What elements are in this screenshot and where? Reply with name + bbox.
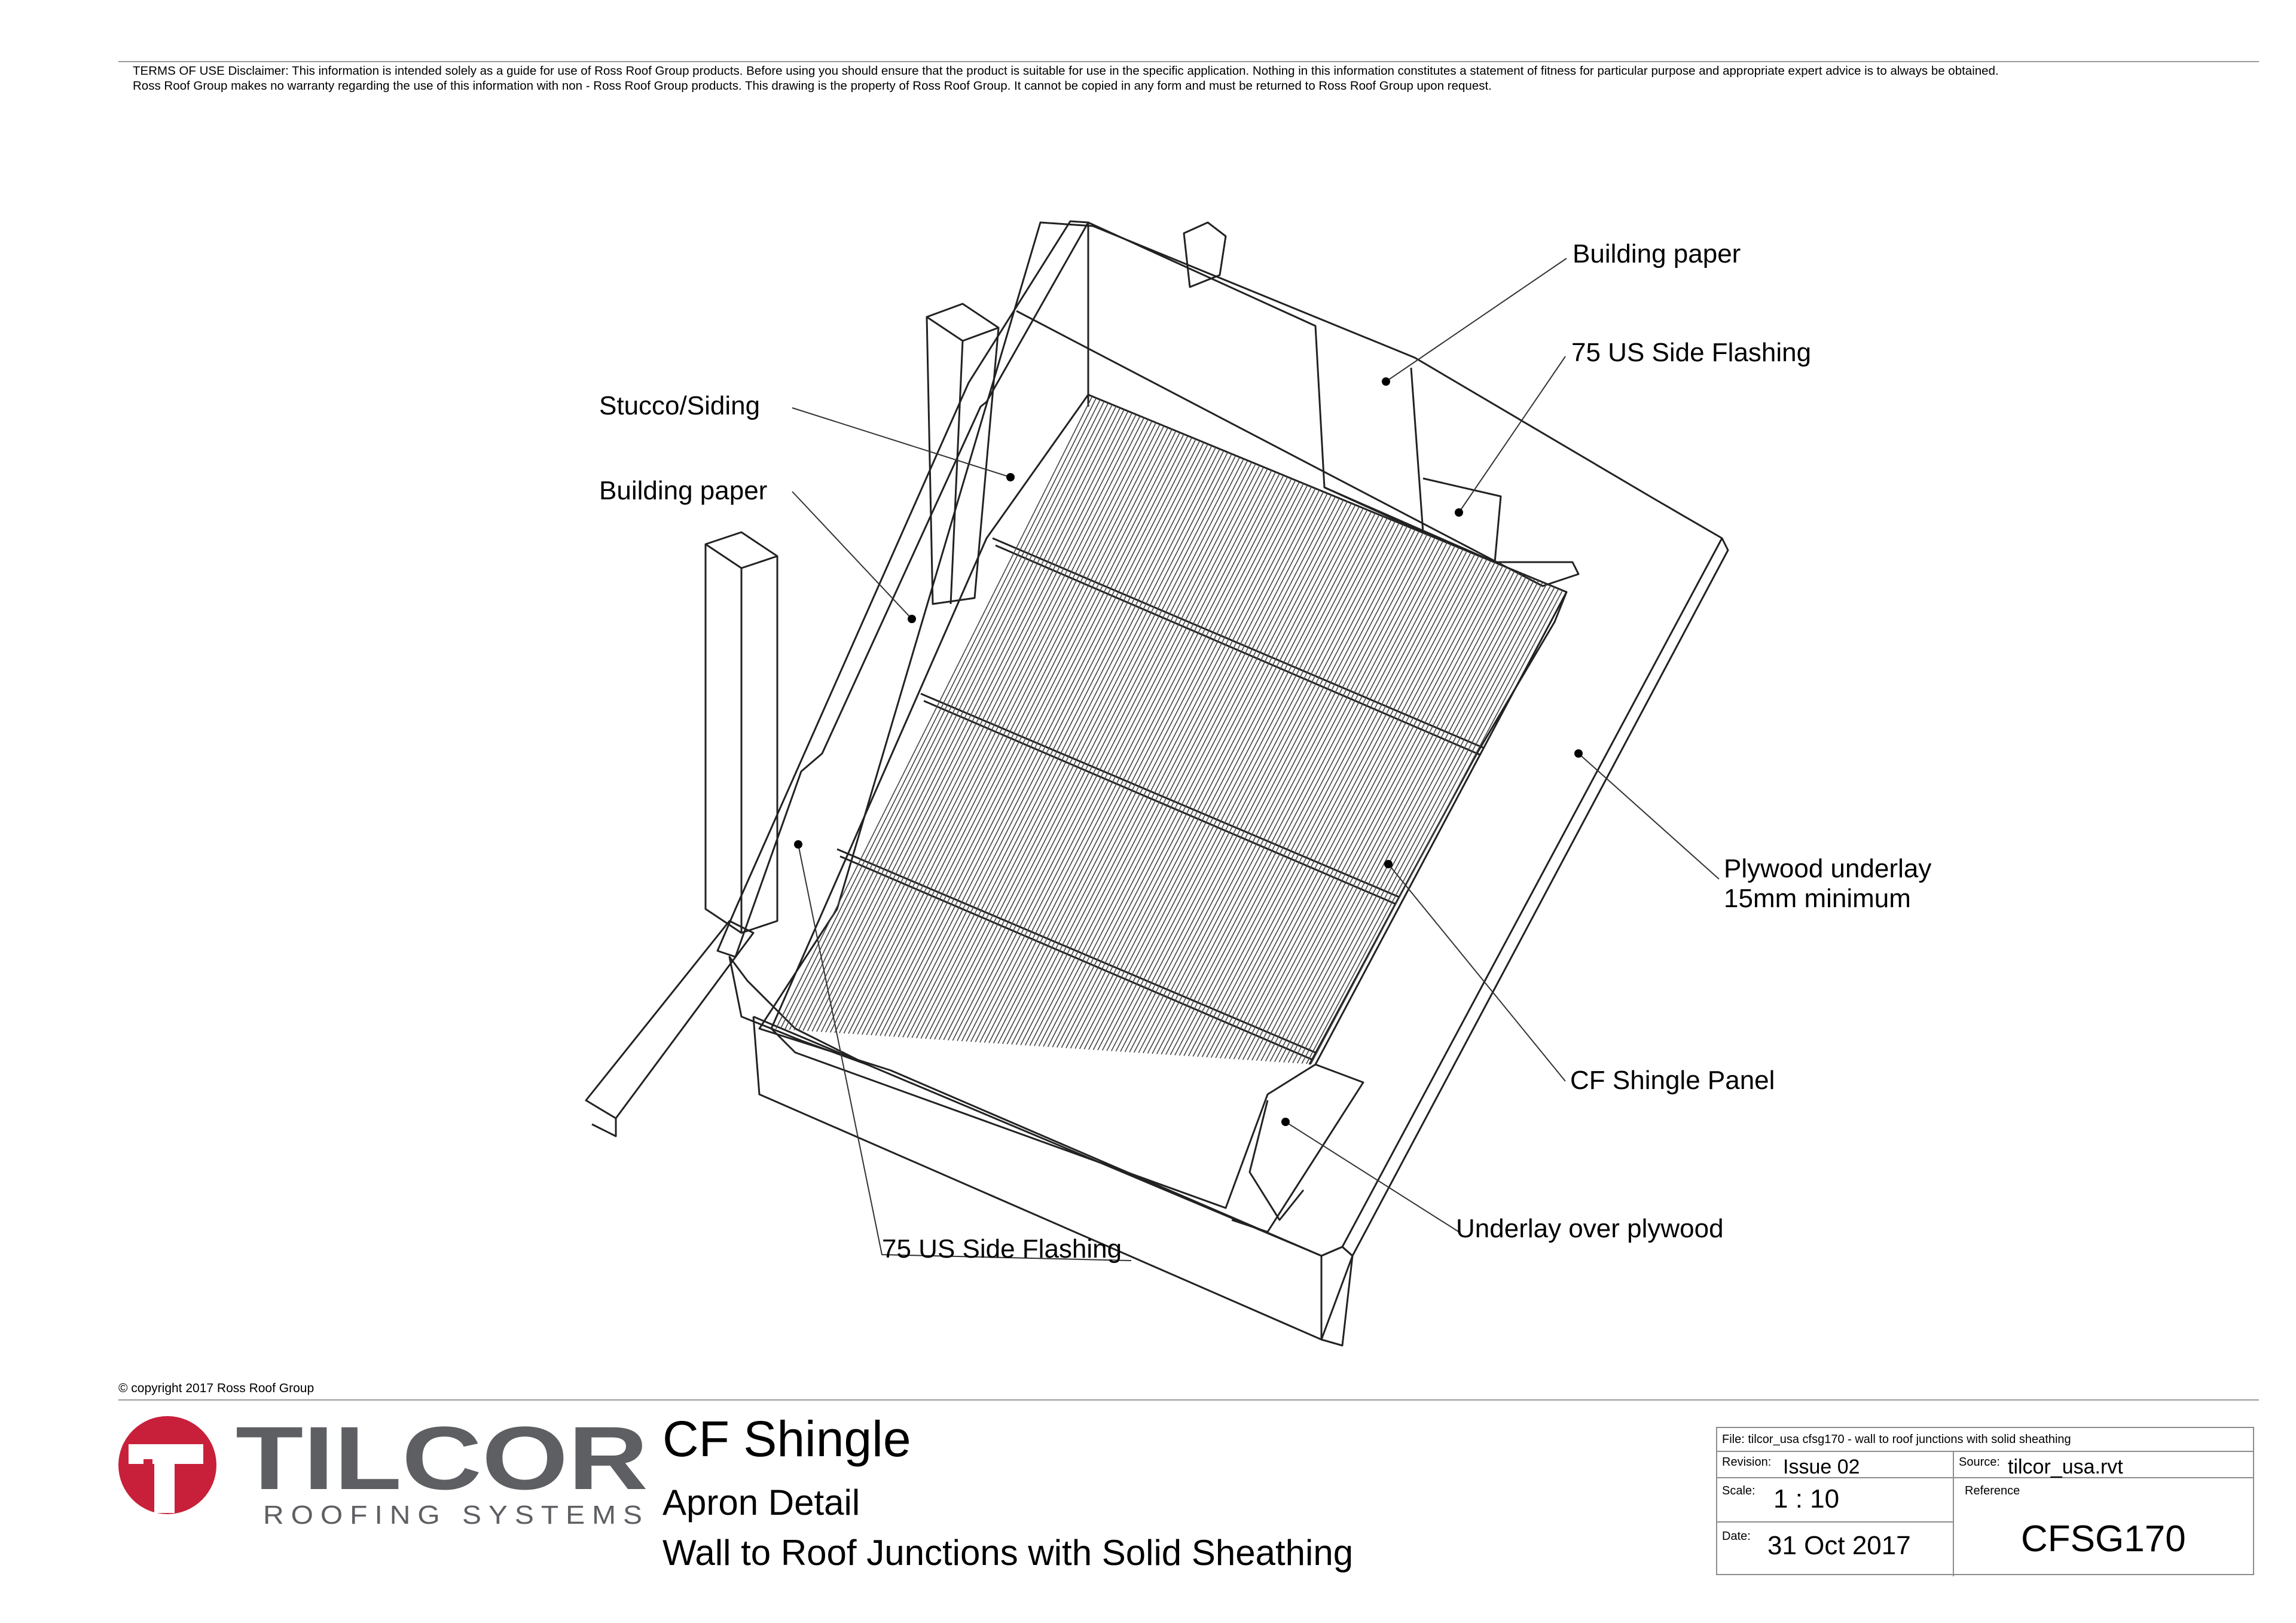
shingle-rib <box>1270 576 1526 1062</box>
label-side-flashing-top: 75 US Side Flashing <box>1571 338 1812 367</box>
leader-side-flashing-top <box>1459 356 1565 512</box>
tilcor-wordmark: TILCOR <box>236 1408 648 1508</box>
title-block <box>1716 1427 2254 1575</box>
leader-stucco <box>792 408 1010 477</box>
dot-side-flashing-bottom <box>794 840 802 849</box>
scale-value: 1 : 10 <box>1773 1484 1840 1514</box>
date-value: 31 Oct 2017 <box>1767 1531 1911 1560</box>
shingle-rib <box>989 474 1280 1043</box>
label-cf-shingle-panel: CF Shingle Panel <box>1570 1066 1775 1095</box>
underlay-strip <box>1232 1064 1363 1232</box>
shingle-rib <box>1189 546 1455 1056</box>
label-plywood-line-2: 15mm minimum <box>1724 884 1911 913</box>
shingle-rib <box>880 434 1184 1036</box>
dot-building-paper-left <box>908 615 916 623</box>
shingle-rib <box>1266 574 1523 1061</box>
label-building-paper-top: Building paper <box>1573 239 1741 269</box>
shingle-rib <box>980 471 1272 1043</box>
terms-line-2: Ross Roof Group makes no warranty regarding the use of this information with non - Ross Roof Group products. This drawing is the property of Ross Roof Group. It cannot be copied in any form and must be returned to Ross Roof Group upon request. <box>133 79 1492 93</box>
detail-title: Apron Detail <box>662 1482 860 1523</box>
shingle-rib <box>1311 590 1562 1064</box>
date-label: Date: <box>1722 1530 1751 1543</box>
shingle-rib <box>1207 553 1471 1057</box>
revision-value: Issue 02 <box>1783 1456 1860 1478</box>
shingle-rib <box>1302 587 1555 1064</box>
dot-building-paper-top <box>1382 377 1390 386</box>
dot-stucco <box>1006 473 1015 481</box>
reference-value: CFSG170 <box>2021 1518 2186 1560</box>
shingle-rib <box>1098 513 1375 1050</box>
terms-line-1: TERMS OF USE Disclaimer: This information is intended solely as a guide for use of Ross Roof Group products. Before using you should ensure that the product is suitable for use in the specific application. Nothing in this information constitutes a statement of fitness for particular purpose and appropriate expert advice is to always be obtained. <box>133 64 1999 78</box>
rafter <box>586 921 753 1118</box>
description-title: Wall to Roof Junctions with Solid Sheathing <box>662 1533 1354 1573</box>
leader-cf-shingle <box>1388 864 1565 1081</box>
shingle-rib <box>1193 548 1459 1057</box>
reference-label: Reference <box>1965 1484 2020 1497</box>
shingle-rib <box>1198 550 1463 1057</box>
shingle-rib <box>866 429 1172 1035</box>
shingle-rib <box>1306 589 1559 1064</box>
tilcor-tagline: ROOFING SYSTEMS <box>263 1500 649 1530</box>
shingle-rib <box>1080 507 1360 1049</box>
shingle-rib <box>853 425 1161 1035</box>
tilcor-logo <box>118 1408 649 1530</box>
shingle-rib <box>1202 551 1467 1057</box>
file-value: tilcor_usa cfsg170 - wall to roof junctions with solid sheathing <box>1748 1433 2071 1446</box>
dot-cf-shingle <box>1384 860 1393 868</box>
shingle-rib <box>1279 579 1534 1062</box>
shingle-rib <box>875 432 1180 1035</box>
dot-side-flashing-top <box>1455 508 1463 517</box>
shingle-rib <box>1297 585 1551 1063</box>
shingle-rib <box>794 403 1108 1030</box>
file-label: File: <box>1722 1433 1745 1446</box>
shingle-rib <box>984 472 1275 1042</box>
shingle-rib <box>848 423 1156 1034</box>
label-building-paper-left: Building paper <box>599 476 768 505</box>
shingle-rib <box>1275 577 1531 1061</box>
shingle-rib <box>1211 554 1475 1058</box>
label-side-flashing-bottom: 75 US Side Flashing <box>882 1234 1122 1264</box>
revision-label: Revision: <box>1722 1456 1772 1469</box>
shingle-rib <box>785 399 1100 1029</box>
leader-plywood <box>1578 753 1719 879</box>
product-title: CF Shingle <box>662 1411 911 1467</box>
shingle-rib <box>857 426 1164 1034</box>
shingle-rib <box>1216 556 1479 1058</box>
shingle-rib <box>1084 508 1363 1050</box>
shingle-rib <box>789 401 1104 1030</box>
leader-building-paper-left <box>792 492 912 619</box>
leader-underlay <box>1286 1122 1459 1232</box>
scale-label: Scale: <box>1722 1484 1755 1497</box>
shingle-ribs <box>776 396 1563 1064</box>
shingle-rib <box>957 462 1251 1041</box>
dot-underlay <box>1281 1118 1290 1126</box>
shingle-rib <box>1089 510 1367 1050</box>
copyright: © copyright 2017 Ross Roof Group <box>118 1381 315 1395</box>
plywood-sheathing <box>759 222 1722 1256</box>
source-value: tilcor_usa.rvt <box>2008 1456 2123 1478</box>
leader-side-flashing-bottom <box>798 844 1131 1261</box>
shingle-rib <box>871 431 1176 1036</box>
dot-plywood <box>1574 749 1583 758</box>
shingle-rib <box>1093 511 1371 1050</box>
label-underlay-over-plywood: Underlay over plywood <box>1456 1214 1724 1243</box>
leader-building-paper-top <box>1386 258 1567 382</box>
label-plywood-underlay <box>1724 854 1931 914</box>
footer-rule <box>118 1399 2259 1401</box>
label-stucco-siding: Stucco/Siding <box>599 391 761 420</box>
source-label: Source: <box>1959 1456 2000 1469</box>
label-plywood-line-1: Plywood underlay <box>1724 854 1932 883</box>
